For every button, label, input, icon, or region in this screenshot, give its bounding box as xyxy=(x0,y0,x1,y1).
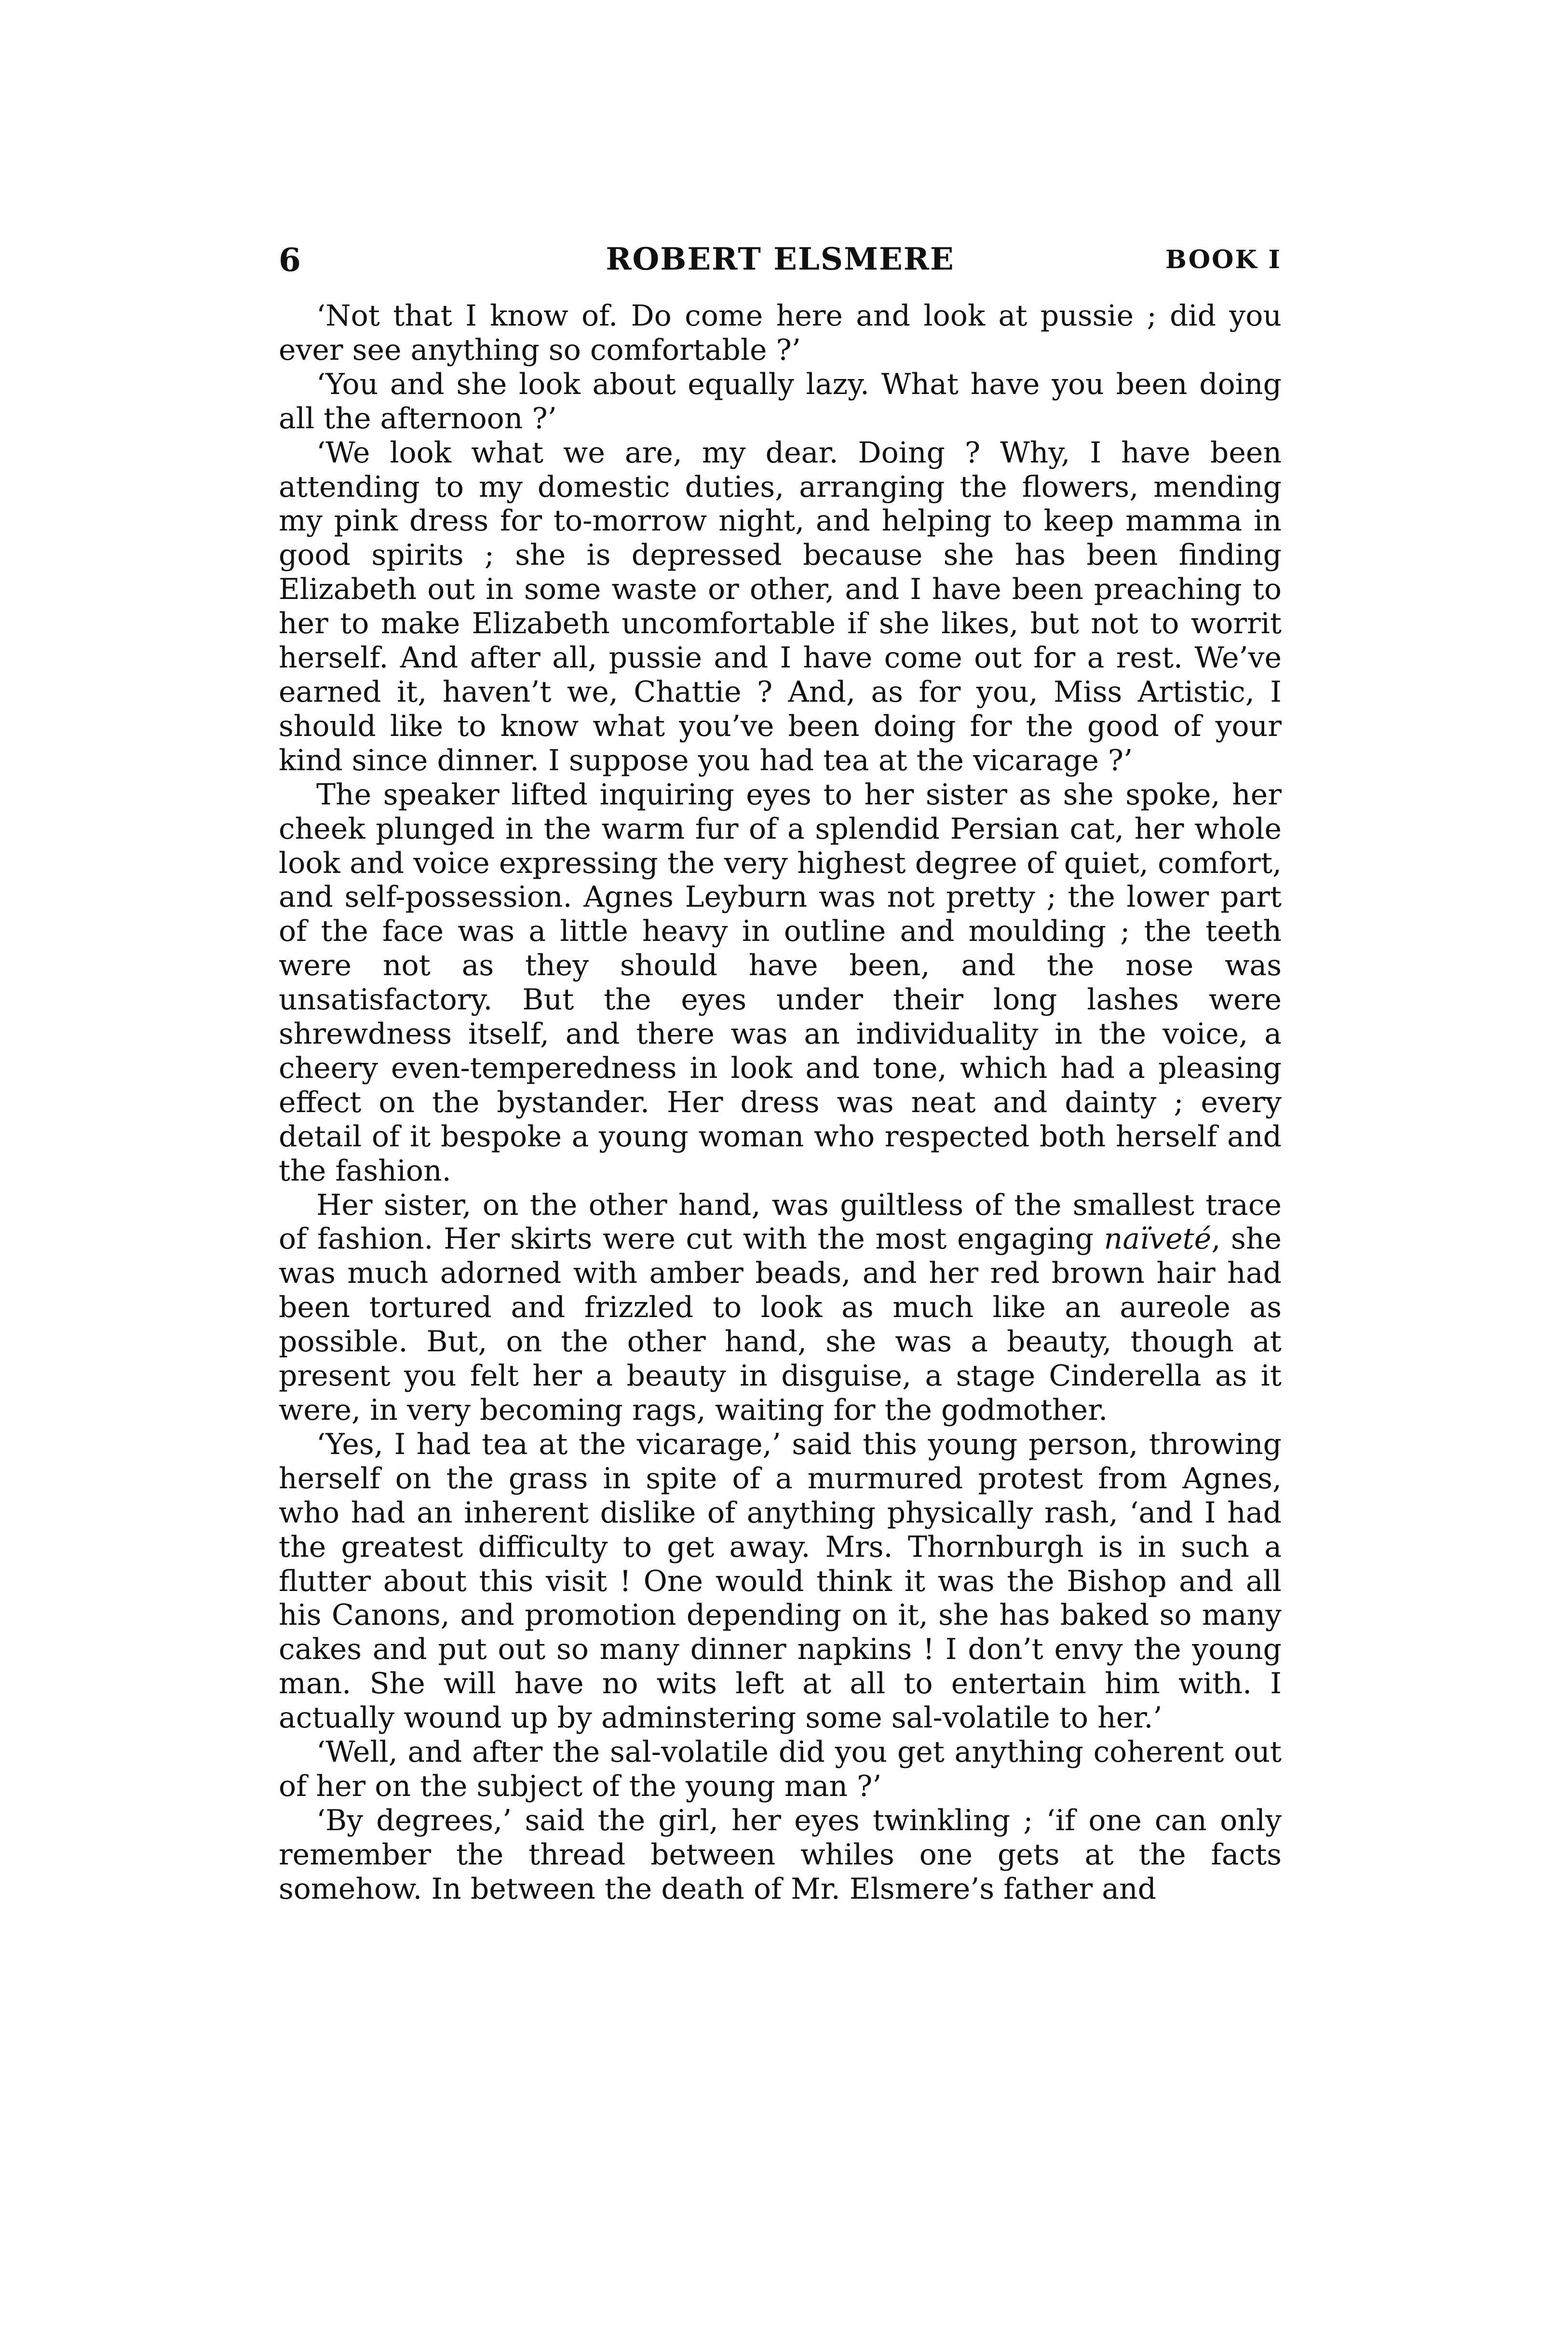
book-label: BOOK I xyxy=(1165,245,1282,274)
paragraph: ‘Well, and after the sal-volatile did you get anything coherent out of her on the subject of the young man ?’ xyxy=(279,1735,1282,1803)
paragraph: ‘Yes, I had tea at the vicarage,’ said this young person, throwing herself on the grass in spite of a murmured protest from Agnes, who had an inherent dislike of anything physically rash, ‘and I had the greatest difficulty to get away. Mrs. Thornburgh is in such a flutter about this visit ! One would think it was the Bishop and all his Canons, and promotion depending on it, she has baked so many cakes and put out so many dinner napkins ! I don’t envy the young man. She will have no wits left at all to entertain him with. I actually wound up by adminstering some sal-volatile to her.’ xyxy=(279,1427,1282,1735)
paragraph: ‘We look what we are, my dear. Doing ? Why, I have been attending to my domestic duties, arranging the flowers, mending my pink dress for to-morrow night, and helping to keep mamma in good spirits ; she is depressed because she has been finding Elizabeth out in some waste or other, and I have been preaching to her to make Elizabeth uncomfortable if she likes, but not to worrit herself. And after all, pussie and I have come out for a rest. We’ve earned it, haven’t we, Chattie ? And, as for you, Miss Artistic, I should like to know what you’ve been doing for the good of your kind since dinner. I suppose you had tea at the vicarage ?’ xyxy=(279,435,1282,777)
running-head xyxy=(279,241,1282,285)
paragraph-text: Her sister, on the other hand, was guiltless of the smallest trace of fashion. Her skirts were cut with the most engaging xyxy=(279,1188,1282,1256)
body-text xyxy=(279,299,1282,1906)
running-title: ROBERT ELSMERE xyxy=(606,241,955,277)
paragraph xyxy=(279,1188,1282,1428)
paragraph: ‘Not that I know of. Do come here and look at pussie ; did you ever see anything so comfortable ?’ xyxy=(279,299,1282,367)
paragraph: ‘By degrees,’ said the girl, her eyes twinkling ; ‘if one can only remember the thread between whiles one gets at the facts somehow. In between the death of Mr. Elsmere’s father and xyxy=(279,1803,1282,1906)
italic-word: naïveté xyxy=(1104,1222,1212,1256)
page-number: 6 xyxy=(279,241,301,279)
paragraph: The speaker lifted inquiring eyes to her sister as she spoke, her cheek plunged in the warm fur of a splendid Persian cat, her whole look and voice expressing the very highest degree of quiet, comfort, and self-possession. Agnes Leyburn was not pretty ; the lower part of the face was a little heavy in outline and moulding ; the teeth were not as they should have been, and the nose was unsatisfactory. But the eyes under their long lashes were shrewdness itself, and there was an individuality in the voice, a cheery even-temperedness in look and tone, which had a pleasing effect on the bystander. Her dress was neat and dainty ; every detail of it bespoke a young woman who respected both herself and the fashion. xyxy=(279,777,1282,1188)
paragraph: ‘You and she look about equally lazy. What have you been doing all the afternoon ?’ xyxy=(279,367,1282,435)
paragraph-text: , she was much adorned with amber beads, and her red brown hair had been tortured and frizzled to look as much like an aureole as possible. But, on the other hand, she was a beauty, though at present you felt her a beauty in disguise, a stage Cinderella as it were, in very becoming rags, waiting for the godmother. xyxy=(279,1222,1282,1427)
